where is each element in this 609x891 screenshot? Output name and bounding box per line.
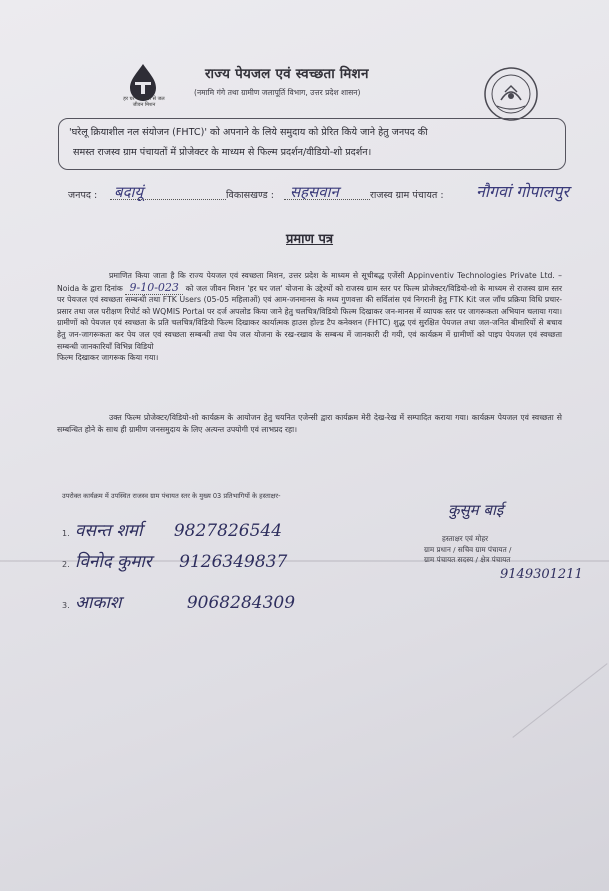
witness-phone: 9126349837 [179,552,288,572]
witness-name: आकाश [75,593,122,613]
mission-title: राज्य पेयजल एवं स्वच्छता मिशन [205,66,369,82]
district-underline [110,199,226,200]
up-government-seal [483,66,539,122]
paragraph-1-text-b: को जल जीवन मिशन 'हर घर जल' योजना के उद्देश्यों को राजस्व ग्राम स्तर पर फिल्म प्रोजेक्टर/विडियो-शो के माध्यम से राजस्व ग्राम स्तर पर पेयजल एवं स्वच्छता सम्बन्धी तथा FTK Users (05-05 महिलाओं) एवं आम-जनमानस के मध्य गुणवत्ता की सर्विलांस एवं निगरानी हेतु FTK Kit जल जाँच प्रक्रिया विधि प्रचार-प्रसार तथा जल परीक्षण रिपोर्ट को WQMIS Portal पर दर्ज अपलोड किया जाने हेतु चलचित्र/विडियो फिल्म दिखाकर जन-मानस में व्यापक स्तर पर जागरूकता अभियान चलाया गया। ग्रामीणों को पेयजल एवं स्वच्छता के प्रति चलचित्र/विडियो फिल्म दिखाकर कार्यात्मक हाउस होल्ड टैप कनेक्शन (FHTC) शुद्ध एवं सुरक्षित पेयजल तथा जल-जनित बीमारियों से बचाव हेतु जन-जागरूकता कर पेय जल एवं स्वच्छता सम्बन्धी तथा पेय जल योजना के रख-रखाव के सम्बन्ध में जानकारी दी गयी, एवं कार्यक्रम में ग्रामीणों को पाइप पेयजल एवं स्वच्छता सम्बन्धी जानकारियाँ विभिन्न विडियो [57,283,562,351]
mission-subtitle: (नमामि गंगे तथा ग्रामीण जलापूर्ति विभाग, उत्तर प्रदेश शासन) [194,88,361,97]
witness-number: 1. [62,529,70,538]
witness-row [62,590,295,613]
banner-line-1: 'घरेलू क्रियाशील नल संयोजन (FHTC)' को अपनाने के लिये समुदाय को प्रेरित किये जाने हेतु जनपद की [69,127,428,138]
witness-name: वसन्त शर्मा [75,521,143,541]
witness-phone: 9068284309 [186,593,296,613]
logo-caption: हर घर जल नल से जल जीवन मिशन [123,96,165,108]
witness-name: विनोद कुमार [75,552,152,572]
certificate-paragraph-2: उक्त फिल्म प्रोजेक्टर/विडियो-शो कार्यक्रम के आयोजन हेतु चयनित एजेन्सी द्वारा कार्यक्रम मेरी देख-रेख में सम्पादित कराया गया। कार्यक्रम पेयजल एवं स्वच्छता से सम्बन्धित होने के साथ ही ग्रामीण जनसमुदाय के लिए अत्यन्त उपयोगी एवं लाभप्रद रहा। [57,413,562,434]
paragraph-1-text-a: प्रमाणित किया जाता है कि राज्य पेयजल एवं स्वच्छता मिशन, उत्तर प्रदेश के माध्यम से सूचीबद्ध एजेंसी Appinventiv Technologies Private Ltd. – Noida के द्वारा दिनांक [57,271,562,293]
district-label: जनपद : [68,190,98,201]
program-date: 9-10-023 [125,281,182,295]
banner-line-2: समस्त राजस्व ग्राम पंचायतों में प्रोजेक्टर के माध्यम से फिल्म प्रदर्शन/वीडियो-शो प्रदर्शन। [73,147,372,158]
panchayat-value: नौगवां गोपालपुर [476,182,570,201]
witness-row [62,518,282,541]
certificate-paragraph-1 [57,270,562,364]
signatory-line-3: ग्राम पंचायत सदस्य / क्षेत्र पंचायत [424,555,511,564]
block-underline [284,199,370,200]
signatory-line-2: ग्राम प्रधान / सचिव ग्राम पंचायत / [424,544,512,554]
location-fields [68,182,588,208]
witness-number: 2. [62,560,70,569]
paper-crease [512,663,607,738]
pradhan-signature: कुसुम बाई [448,501,504,519]
witness-row [62,549,287,572]
block-label: विकासखण्ड : [226,190,274,201]
panchayat-label: राजस्व ग्राम पंचायत : [370,190,444,201]
paragraph-1-end: फिल्म दिखाकर जागरूक किया गया। [57,353,159,363]
witness-number: 3. [62,601,70,610]
signatory-block [424,534,511,566]
signatory-line-1: हस्ताक्षर एवं मोहर [442,534,489,543]
witness-phone: 9827826544 [173,521,283,541]
signatory-phone: 9149301211 [500,567,583,582]
district-value: बदायूं [114,183,144,201]
block-value: सहसवान [290,183,339,201]
program-banner [58,118,566,170]
certificate-title: प्रमाण पत्र [286,232,334,247]
witness-label: उपरोक्त कार्यक्रम में उपस्थित राजस्व ग्राम पंचायत स्तर के मुख्य 03 प्रतिभागियों के हस्ताक्षर- [62,492,281,500]
